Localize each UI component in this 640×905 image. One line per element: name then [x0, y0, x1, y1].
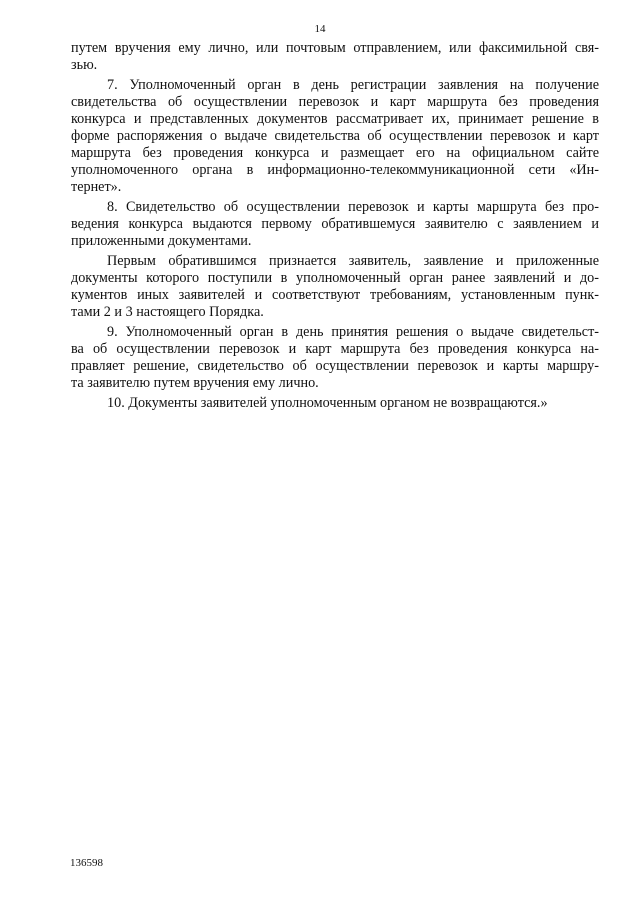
text-line: правляет решение, свидетельство об осуществлении перевозок и карты маршру- — [71, 358, 599, 374]
paragraph-item-7 — [71, 77, 599, 196]
text-line: маршрута без проведения конкурса и размещает его на официальном сайте — [71, 145, 599, 161]
document-code: 136598 — [70, 857, 103, 869]
text-line: документы которого поступили в уполномоченный орган ранее заявлений и до- — [71, 270, 599, 286]
paragraph-item-8 — [71, 199, 599, 250]
page-number: 14 — [314, 23, 326, 35]
text-line: уполномоченного органа в информационно-телекоммуникационной сети «Ин- — [71, 162, 599, 178]
text-line: 10. Документы заявителей уполномоченным органом не возвращаются.» — [107, 395, 548, 411]
text-line: свидетельства об осуществлении перевозок и карт маршрута без проведения — [71, 94, 599, 110]
paragraph-continuation — [71, 40, 599, 74]
paragraph-first-applicant — [71, 253, 599, 321]
text-line: путем вручения ему лично, или почтовым отправлением, или факсимильной свя- — [71, 40, 599, 56]
text-line: конкурса и представленных документов рассматривает их, принимает решение в — [71, 111, 599, 127]
document-body — [71, 40, 599, 412]
text-line: приложенными документами. — [71, 233, 252, 249]
text-line: тами 2 и 3 настоящего Порядка. — [71, 304, 264, 320]
text-line: тернет». — [71, 179, 122, 195]
text-line: ведения конкурса выдаются первому обратившемуся заявителю с заявлением и — [71, 216, 599, 232]
text-line: 7. Уполномоченный орган в день регистрации заявления на получение — [107, 77, 599, 93]
text-line: зью. — [71, 57, 98, 73]
text-line: ва об осуществлении перевозок и карт маршрута без проведения конкурса на- — [71, 341, 599, 357]
paragraph-item-9 — [71, 324, 599, 392]
text-line: кументов иных заявителей и соответствуют требованиям, установленным пунк- — [71, 287, 599, 303]
text-line: 9. Уполномоченный орган в день принятия решения о выдаче свидетельст- — [107, 324, 599, 340]
text-line: форме распоряжения о выдаче свидетельства об осуществлении перевозок и карт — [71, 128, 599, 144]
paragraph-item-10 — [71, 395, 599, 412]
text-line: 8. Свидетельство об осуществлении перевозок и карты маршрута без про- — [107, 199, 599, 215]
text-line: Первым обратившимся признается заявитель, заявление и приложенные — [107, 253, 599, 269]
text-line: та заявителю путем вручения ему лично. — [71, 375, 319, 391]
